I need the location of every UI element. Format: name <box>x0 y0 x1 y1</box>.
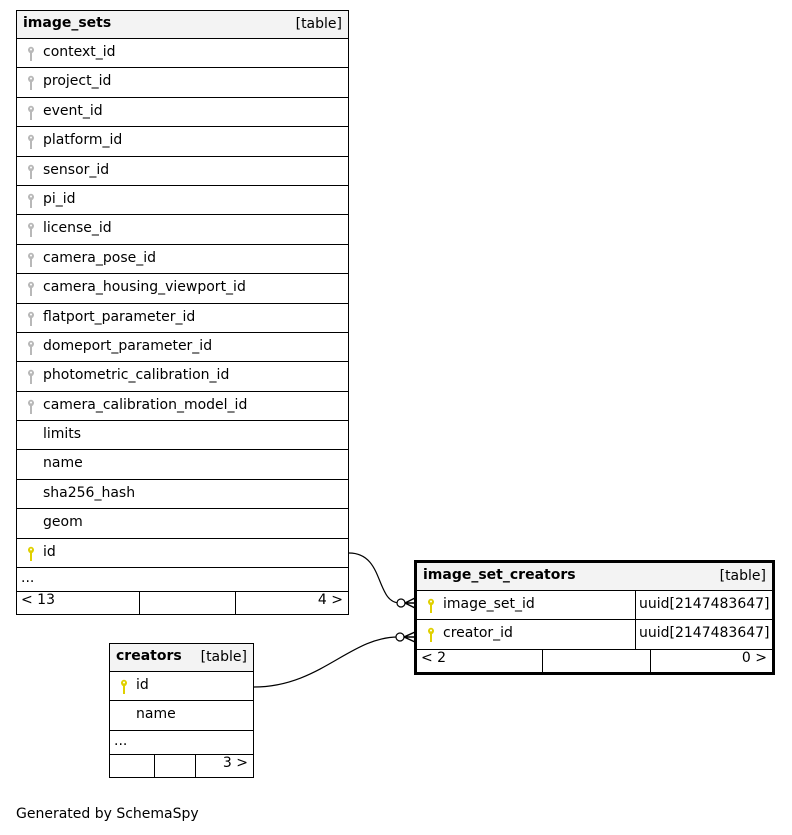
column-name: camera_housing_viewport_id <box>43 279 246 296</box>
column-row[interactable] <box>17 509 348 538</box>
column-row[interactable] <box>17 39 348 68</box>
table-footer <box>110 755 253 777</box>
foreign-key-icon <box>26 311 36 327</box>
edge-creators-to-image-set-creators <box>254 637 398 687</box>
primary-key-icon <box>26 546 36 562</box>
parents-count[interactable]: < 13 <box>21 592 55 609</box>
column-name: flatport_parameter_id <box>43 308 196 325</box>
zero-cardinality-marker <box>397 599 405 607</box>
column-name: platform_id <box>43 132 123 149</box>
column-row[interactable] <box>17 186 348 215</box>
column-row[interactable] <box>17 157 348 186</box>
table-type: [table] <box>295 16 342 32</box>
column-name: creator_id <box>443 625 513 642</box>
table-type: [table] <box>200 649 247 665</box>
column-name: name <box>136 706 176 723</box>
foreign-key-icon <box>26 340 36 356</box>
column-row[interactable] <box>17 304 348 333</box>
column-row[interactable] <box>417 591 772 620</box>
footer-divider <box>235 592 236 614</box>
column-row[interactable] <box>17 215 348 244</box>
column-name: event_id <box>43 102 103 119</box>
footer-divider <box>139 592 140 614</box>
column-row[interactable] <box>17 274 348 303</box>
edge-image-sets-to-image-set-creators <box>349 553 400 603</box>
primary-key-icon <box>119 679 129 695</box>
foreign-key-icon <box>26 164 36 180</box>
foreign-key-icon <box>26 399 36 415</box>
column-list <box>417 591 772 650</box>
column-name: image_set_id <box>443 596 535 612</box>
table-name: creators <box>116 648 182 664</box>
column-datatype: uuid[2147483647] <box>635 620 770 648</box>
column-name: context_id <box>43 44 116 60</box>
column-row[interactable] <box>110 701 253 730</box>
column-row[interactable] <box>17 392 348 421</box>
children-count[interactable]: 0 > <box>741 649 767 666</box>
foreign-key-icon <box>26 75 36 91</box>
table-name: image_set_creators <box>423 567 576 583</box>
table-footer <box>417 650 772 672</box>
column-list <box>17 39 348 568</box>
column-row[interactable] <box>17 333 348 362</box>
more-columns-ellipsis: ... <box>110 731 253 755</box>
table-header[interactable] <box>417 563 772 591</box>
foreign-key-icon <box>26 281 36 297</box>
column-name: name <box>43 455 83 472</box>
children-count[interactable]: 3 > <box>222 754 248 771</box>
column-row[interactable] <box>17 98 348 127</box>
foreign-key-icon <box>26 369 36 385</box>
foreign-key-icon <box>26 134 36 150</box>
column-row[interactable] <box>17 539 348 568</box>
column-row[interactable] <box>17 68 348 97</box>
column-name: domeport_parameter_id <box>43 337 213 354</box>
column-row[interactable] <box>110 672 253 701</box>
foreign-key-icon <box>26 222 36 238</box>
column-name: geom <box>43 514 83 531</box>
column-name: limits <box>43 426 82 443</box>
column-name: pi_id <box>43 190 76 207</box>
column-name: id <box>136 677 149 693</box>
generated-by-footer: Generated by SchemaSpy <box>16 806 199 822</box>
table-image-set-creators[interactable] <box>414 560 775 675</box>
column-row[interactable] <box>17 245 348 274</box>
column-name: license_id <box>43 220 112 237</box>
footer-divider <box>650 650 651 672</box>
column-row[interactable] <box>17 362 348 391</box>
column-datatype: uuid[2147483647] <box>635 591 770 619</box>
foreign-key-icon <box>26 46 36 62</box>
column-name: camera_pose_id <box>43 249 156 266</box>
column-row[interactable] <box>417 620 772 649</box>
column-name: id <box>43 543 56 560</box>
footer-divider <box>154 755 155 777</box>
column-row[interactable] <box>17 421 348 450</box>
footer-divider <box>195 755 196 777</box>
column-name: sha256_hash <box>43 484 136 501</box>
column-row[interactable] <box>17 450 348 479</box>
table-creators[interactable] <box>109 643 254 778</box>
children-count[interactable]: 4 > <box>317 592 343 609</box>
table-header[interactable] <box>17 11 348 39</box>
table-name: image_sets <box>23 15 112 31</box>
foreign-key-icon <box>26 252 36 268</box>
zero-cardinality-marker <box>396 633 404 641</box>
primary-key-icon <box>426 627 436 643</box>
primary-key-icon <box>426 598 436 614</box>
column-row[interactable] <box>17 127 348 156</box>
table-footer <box>17 592 348 614</box>
column-name: project_id <box>43 73 112 90</box>
foreign-key-icon <box>26 105 36 121</box>
foreign-key-icon <box>26 193 36 209</box>
column-name: photometric_calibration_id <box>43 367 230 384</box>
more-columns-ellipsis: ... <box>17 568 348 592</box>
parents-count[interactable]: < 2 <box>421 649 447 666</box>
column-name: camera_calibration_model_id <box>43 396 248 413</box>
column-row[interactable] <box>17 480 348 509</box>
column-name: sensor_id <box>43 161 110 178</box>
column-list <box>110 672 253 731</box>
footer-divider <box>542 650 543 672</box>
table-type: [table] <box>719 568 766 584</box>
table-image-sets[interactable] <box>16 10 349 615</box>
table-header[interactable] <box>110 644 253 672</box>
